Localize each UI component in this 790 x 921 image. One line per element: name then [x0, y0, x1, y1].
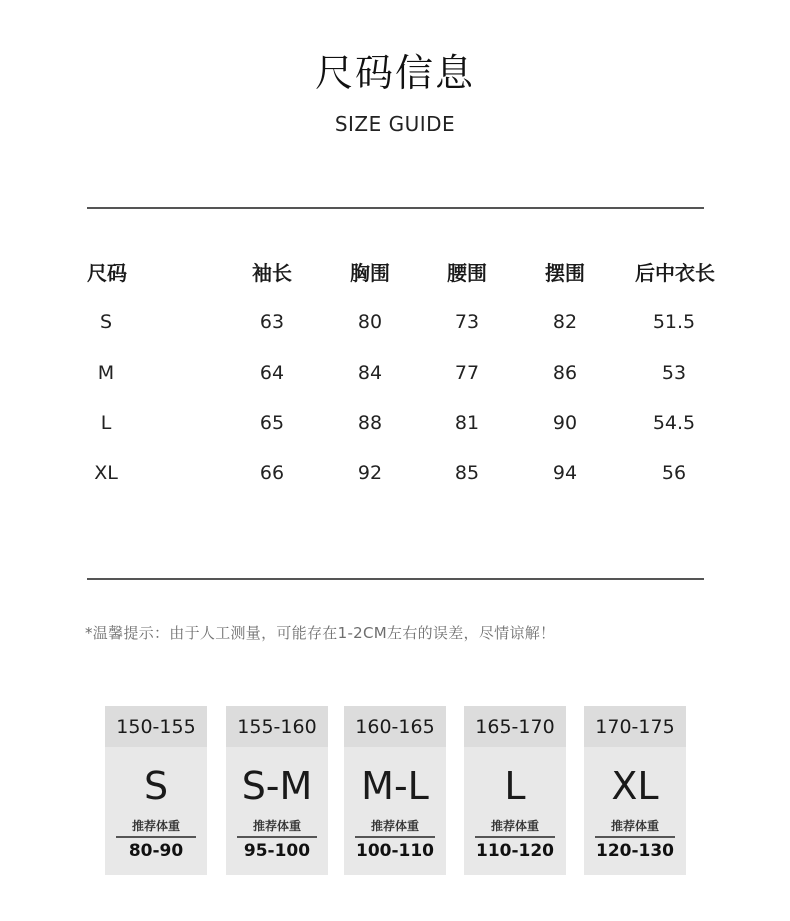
table-cell: 80 — [357, 311, 383, 333]
table-cell: 81 — [454, 412, 480, 434]
table-cell: 88 — [357, 412, 383, 434]
column-header-size: 尺码 — [87, 261, 127, 285]
weight-label: 推荐体重 — [131, 819, 180, 833]
card-divider — [355, 836, 435, 838]
weight-range: 120-130 — [595, 841, 675, 861]
weight-range: 80-90 — [128, 841, 184, 861]
size-card — [226, 706, 328, 875]
size-label: M-L — [361, 764, 429, 808]
table-cell: 86 — [552, 362, 578, 384]
column-header-back-length: 后中衣长 — [635, 261, 715, 285]
card-divider — [595, 836, 675, 838]
weight-label: 推荐体重 — [610, 819, 659, 833]
table-cell: 90 — [552, 412, 578, 434]
table-cell: 85 — [454, 462, 480, 484]
weight-range: 95-100 — [243, 841, 311, 861]
table-cell: XL — [94, 462, 118, 484]
column-header-waist: 腰围 — [447, 261, 487, 285]
column-header-chest: 胸围 — [350, 261, 390, 285]
weight-label: 推荐体重 — [490, 819, 539, 833]
table-cell: 84 — [357, 362, 383, 384]
table-cell: 65 — [259, 412, 285, 434]
table-cell: 53 — [661, 362, 687, 384]
height-range: 155-160 — [226, 706, 328, 747]
table-cell: 66 — [259, 462, 285, 484]
bottom-divider — [87, 578, 704, 580]
size-label: L — [504, 764, 526, 808]
table-cell: L — [100, 412, 112, 434]
table-cell: 56 — [661, 462, 687, 484]
table-cell: 94 — [552, 462, 578, 484]
weight-range: 100-110 — [355, 841, 435, 861]
size-card — [105, 706, 207, 875]
size-card — [464, 706, 566, 875]
table-cell: M — [97, 362, 115, 384]
column-header-sleeve: 袖长 — [252, 261, 292, 285]
size-label: S-M — [241, 764, 313, 808]
table-cell: 77 — [454, 362, 480, 384]
weight-range: 110-120 — [475, 841, 555, 861]
table-cell: 54.5 — [652, 412, 696, 434]
table-cell: 73 — [454, 311, 480, 333]
card-divider — [237, 836, 317, 838]
table-cell: 51.5 — [652, 311, 696, 333]
height-range: 160-165 — [344, 706, 446, 747]
size-label: XL — [611, 764, 659, 808]
table-cell: S — [99, 311, 113, 333]
size-card — [584, 706, 686, 875]
table-cell: 64 — [259, 362, 285, 384]
table-cell: 63 — [259, 311, 285, 333]
column-header-hem: 摆围 — [545, 261, 585, 285]
page-subtitle: SIZE GUIDE — [334, 112, 456, 136]
table-cell: 92 — [357, 462, 383, 484]
measurement-note: *温馨提示：由于人工测量，可能存在1-2CM左右的误差，尽情谅解！ — [85, 624, 556, 642]
card-divider — [475, 836, 555, 838]
size-label: S — [143, 764, 169, 808]
table-cell: 82 — [552, 311, 578, 333]
height-range: 150-155 — [105, 706, 207, 747]
height-range: 170-175 — [584, 706, 686, 747]
weight-label: 推荐体重 — [370, 819, 419, 833]
weight-label: 推荐体重 — [252, 819, 301, 833]
card-divider — [116, 836, 196, 838]
page-title: 尺码信息 — [314, 51, 475, 95]
height-range: 165-170 — [464, 706, 566, 747]
size-card — [344, 706, 446, 875]
